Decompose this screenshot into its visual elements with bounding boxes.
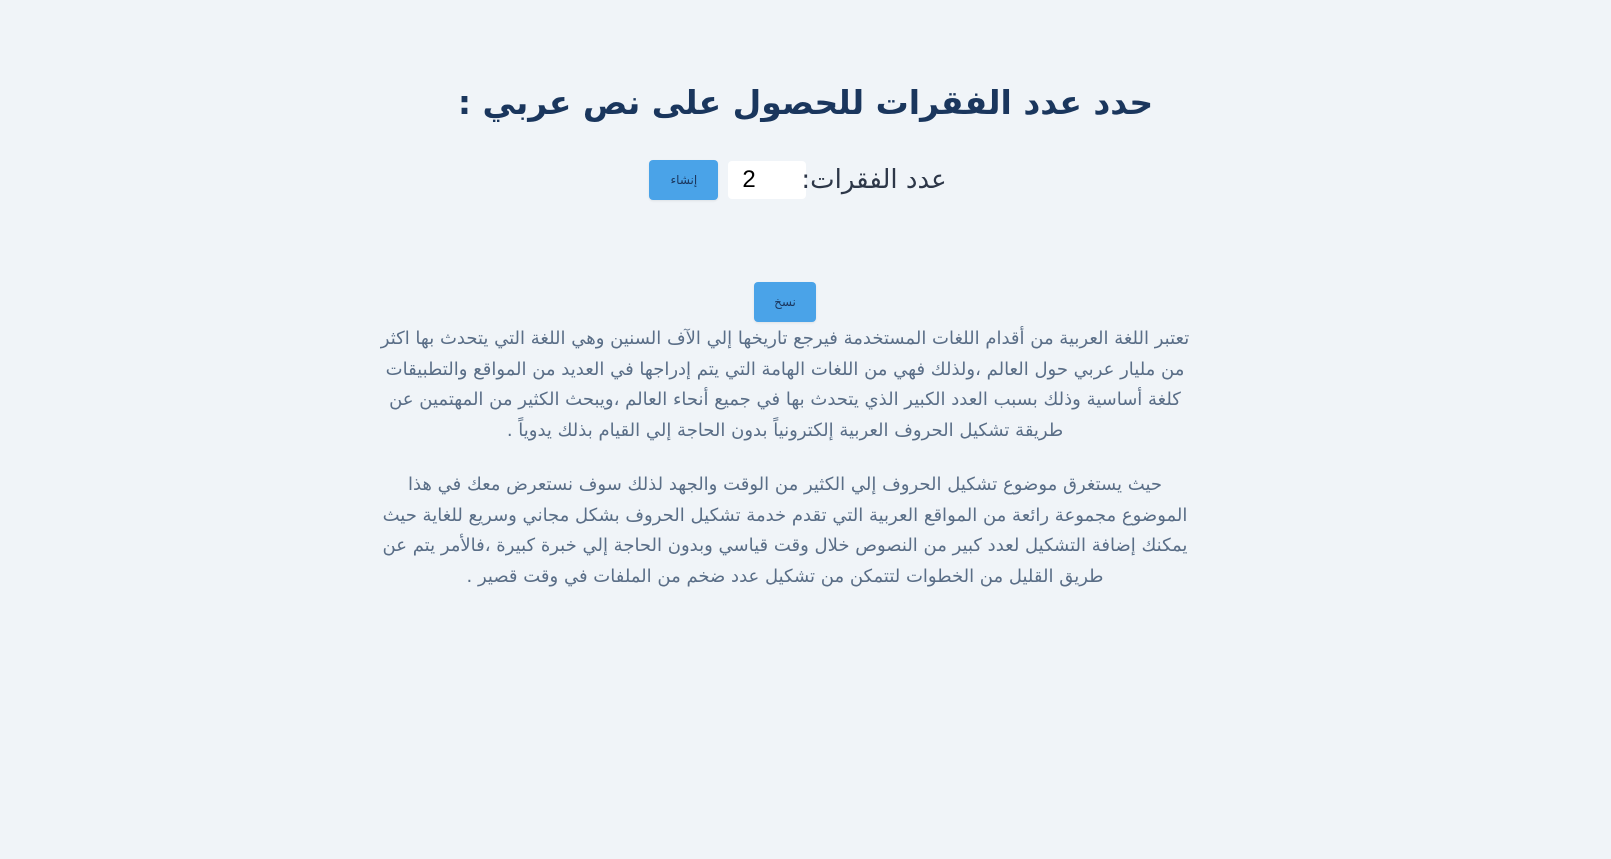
page-title: حدد عدد الفقرات للحصول على نص عربي :: [457, 83, 1154, 122]
copy-button[interactable]: نسخ: [754, 282, 816, 322]
generated-paragraph: حيث يستغرق موضوع تشكيل الحروف إلي الكثير من الوقت والجهد لذلك سوف نستعرض معك في هذا الموضوع مجموعة رائعة من المواقع العربية التي تقدم خدمة تشكيل الحروف بشكل مجاني وسريع للغاية حيث يمكنك إضافة التشكيل لعدد كبير من النصوص خلال وقت قياسي وبدون الحاجة إلي خبرة كبيرة ،فالأمر يتم عن طريق القليل من الخطوات لتتمكن من تشكيل عدد ضخم من الملفات في وقت قصير .: [382, 474, 1188, 587]
paragraph-count-input[interactable]: [728, 161, 806, 199]
generated-text-output: [380, 324, 1190, 616]
paragraph-count-form: [0, 160, 1611, 200]
paragraph-count-label: عدد الفقرات:: [801, 165, 947, 195]
generate-button[interactable]: إنشاء: [649, 160, 718, 200]
generated-paragraph: تعتبر اللغة العربية من أقدام اللغات المستخدمة فيرجع تاريخها إلي الآف السنين وهي اللغة التي يتحدث بها اكثر من مليار عربي حول العالم ،ولذلك فهي من اللغات الهامة التي يتم إدراجها في العديد من المواقع والتطبيقات كلغة أساسية وذلك بسبب العدد الكبير الذي يتحدث بها في جميع أنحاء العالم ،ويبحث الكثير من المهتمين عن طريقة تشكيل الحروف العربية إلكترونياً بدون الحاجة إلي القيام بذلك يدوياً .: [380, 328, 1190, 441]
